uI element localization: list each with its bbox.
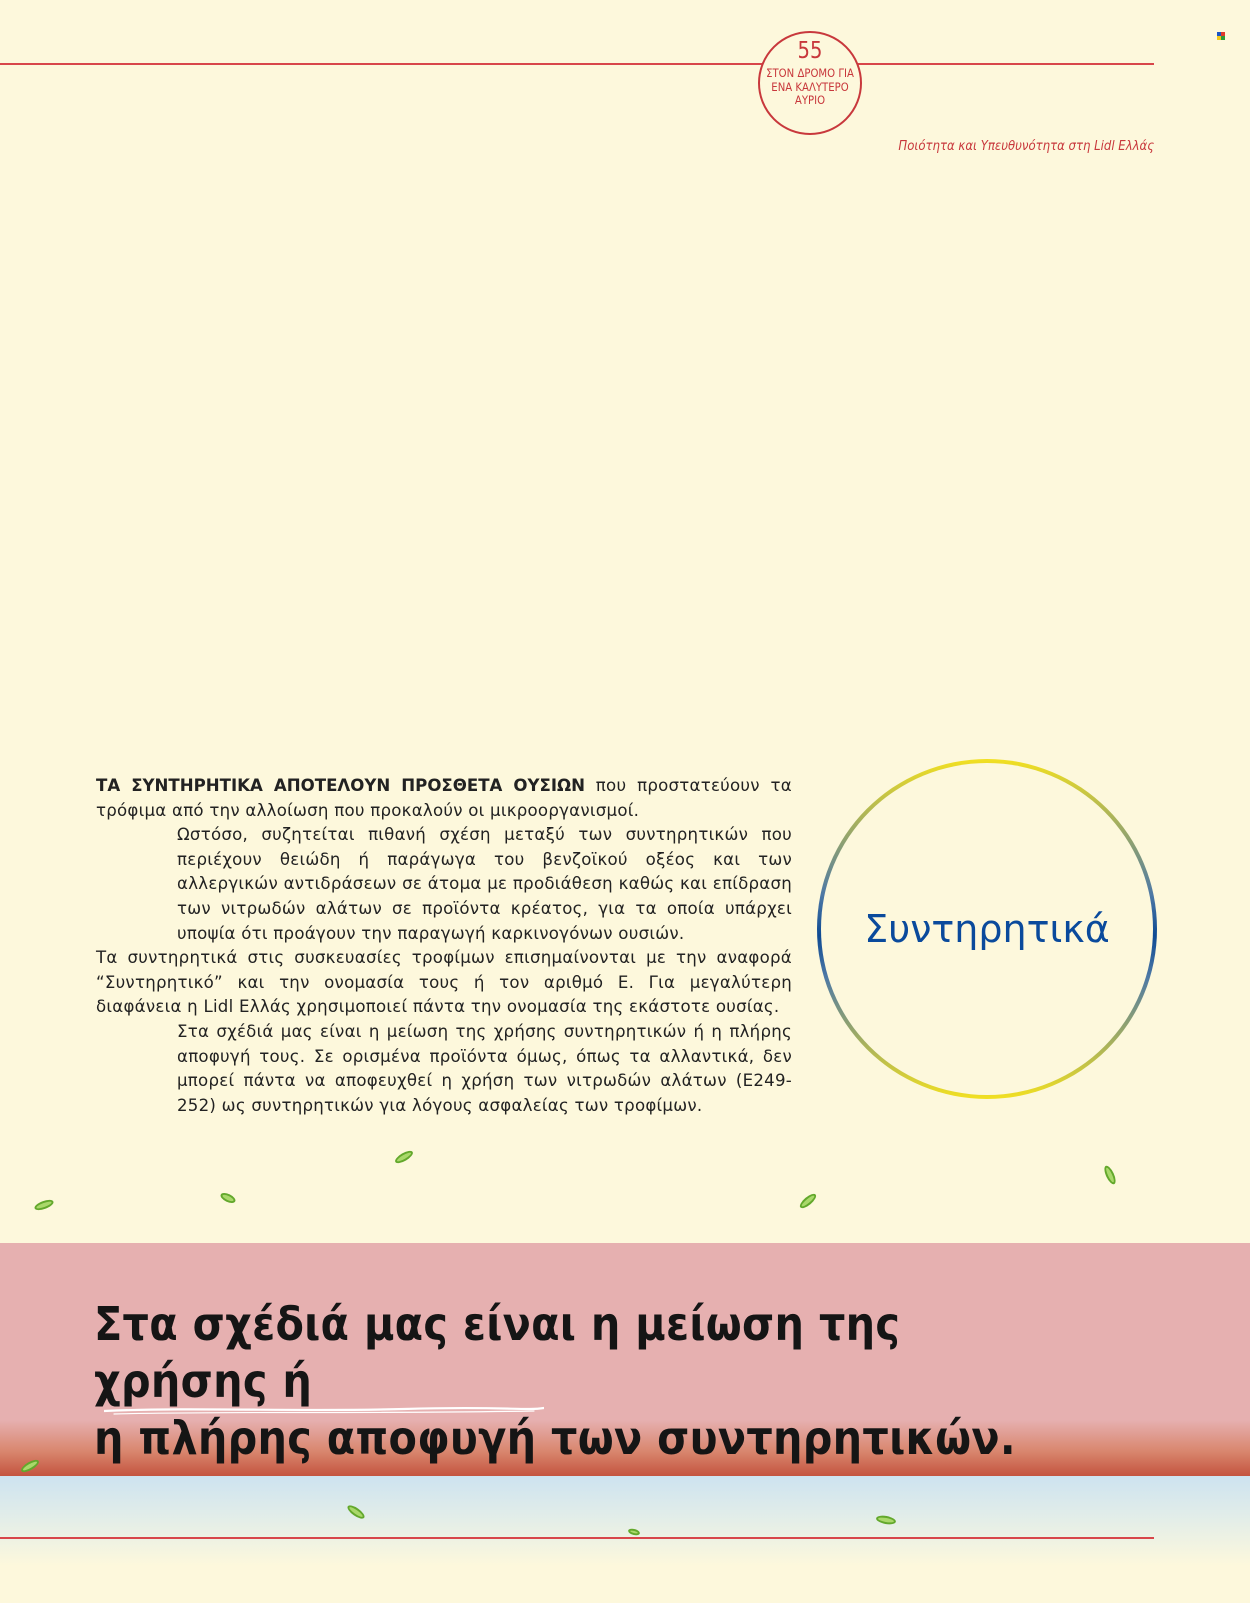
page-badge — [758, 31, 862, 135]
pull-quote-line-2: η πλήρης αποφυγή των συντηρητικών. — [94, 1411, 1016, 1465]
page-number: 55 — [797, 38, 823, 64]
leaf-icon — [219, 1191, 237, 1205]
leaf-icon — [393, 1149, 414, 1166]
pull-quote — [94, 1296, 1039, 1467]
lead-text: που προστατεύουν τα τρόφιμα από την αλλοίωση που προκαλούν οι μικροοργανισμοί. — [96, 776, 792, 820]
pull-quote-line-1: Στα σχέδιά μας είναι η μείωση της χρήσης ή — [94, 1297, 901, 1408]
section-badge-text: ΣΤΟΝ ΔΡΟΜΟ ΓΙΑ ΕΝΑ ΚΑΛΥΤΕΡΟ ΑΥΡΙΟ — [766, 66, 854, 107]
paragraph-labeling: Τα συντηρητικά στις συσκευασίες τροφίμων επισημαίνονται με την αναφορά “Συντηρητικό” και την ονομασία τους ή τον αριθμό Ε. Για μεγαλύτερη διαφάνεια η Lidl Ελλάς χρησιμοποιεί πάντα την ονομασία της εκάστοτε ουσίας. — [96, 948, 792, 1017]
lead-heading: ΤΑ ΣΥΝΤΗΡΗΤΙΚΑ ΑΠΟΤΕΛΟΥΝ ΠΡΟΣΘΕΤΑ ΟΥΣΙΩΝ — [96, 776, 586, 795]
paragraph-health: Ωστόσο, συζητείται πιθανή σχέση μεταξύ των συντηρητικών που περιέχουν θειώδη ή παράγωγα του βενζοϊκού οξέος και των αλλεργικών αντιδράσεων σε άτομα με προδιάθεση καθώς και επίδραση των νιτρωδών αλάτων σε προϊόντα κρέατος, για τα οποία υπάρχει υποψία ότι προάγουν την παραγωγή καρκινογόνων ουσιών. — [177, 825, 792, 943]
paragraph-intro — [96, 774, 792, 823]
topic-circle-inner — [821, 763, 1153, 1095]
topic-label: Συντηρητικά — [864, 907, 1110, 951]
topic-circle — [817, 759, 1157, 1099]
paragraph-plans: Στα σχέδιά μας είναι η μείωση της χρήσης συντηρητικών ή η πλήρης αποφυγή τους. Σε ορισμένα προϊόντα όμως, όπως τα αλλαντικά, δεν μπορεί πάντα να αποφευχθεί η χρήση των νιτρωδών αλάτων (Ε249-252) ως συντηρητικών για λόγους ασφαλείας των τροφίμων. — [177, 1021, 792, 1115]
leaf-icon — [33, 1198, 55, 1212]
color-mark-icon — [1217, 32, 1225, 40]
leaf-icon — [1102, 1164, 1118, 1186]
leaf-icon — [798, 1192, 818, 1211]
report-title: Ποιότητα και Υπευθυνότητα στη Lidl Ελλάς — [898, 139, 1154, 154]
article-body — [96, 774, 792, 1118]
texture-band-blue — [0, 1476, 1250, 1566]
footer-rule — [0, 1537, 1154, 1539]
header-rule — [0, 63, 1154, 65]
hand-underline — [104, 1405, 544, 1415]
